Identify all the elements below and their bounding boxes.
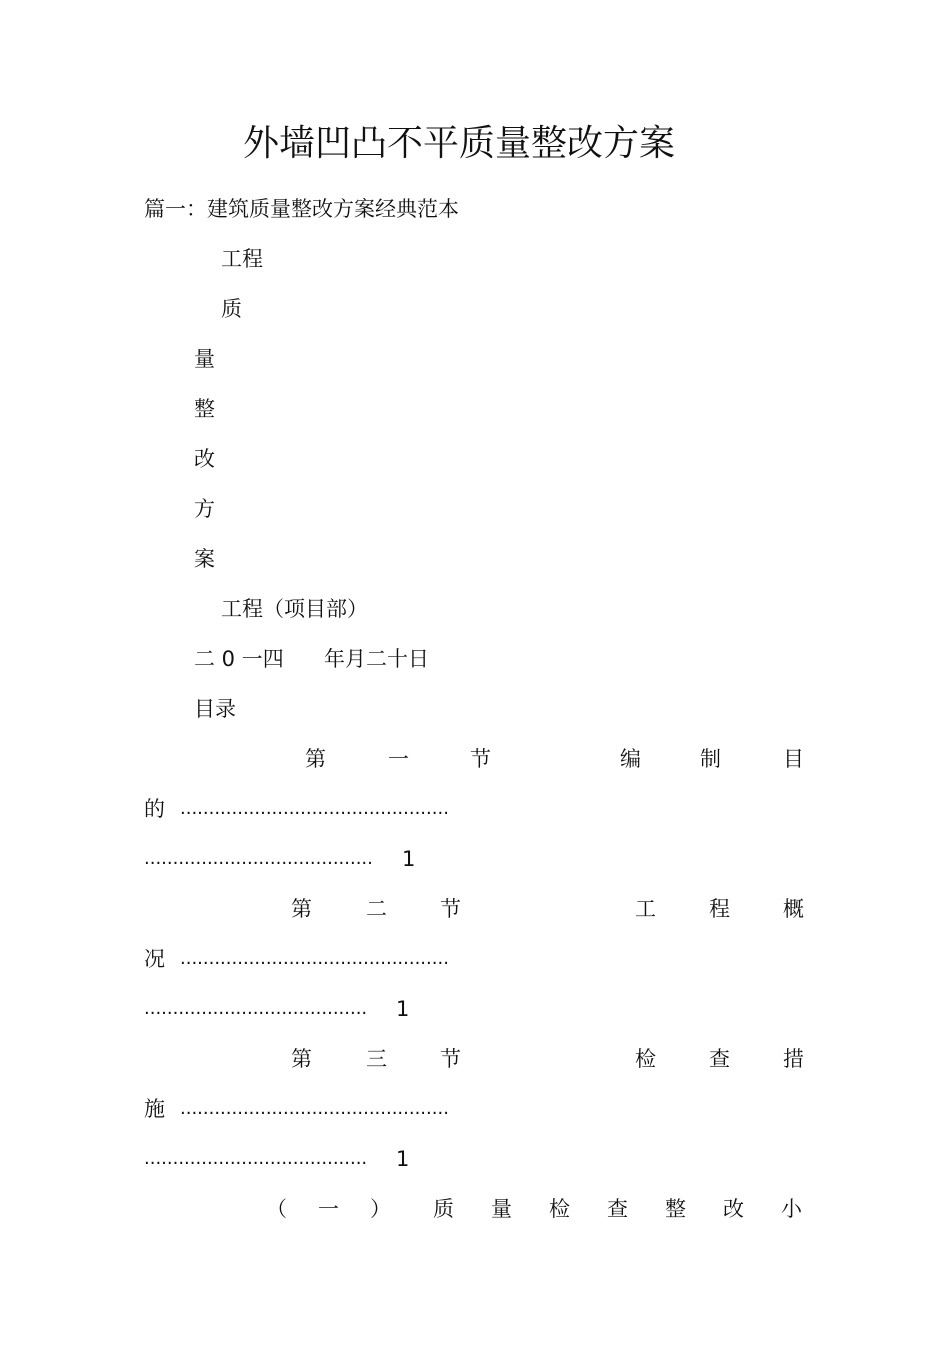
toc-char: 第 <box>291 1047 312 1071</box>
toc-char: 改 <box>723 1197 744 1221</box>
toc-char: 小 <box>781 1197 802 1221</box>
toc-char: 查 <box>607 1197 628 1221</box>
cover-line-2: 质 <box>221 297 242 321</box>
toc-leader: ........................................ <box>144 848 373 869</box>
toc-char: 检 <box>549 1197 570 1221</box>
toc-char: 第 <box>305 747 326 771</box>
toc-char: 节 <box>440 897 461 921</box>
toc-char: 概 <box>783 897 804 921</box>
toc-leader: ....................................... <box>144 998 368 1019</box>
toc-char: 编 <box>620 747 641 771</box>
cover-dept: 工程（项目部） <box>221 597 368 621</box>
toc-heading: 目录 <box>194 697 236 721</box>
toc-page-number: 1 <box>402 847 416 871</box>
toc-char: 检 <box>635 1047 656 1071</box>
toc-char: 目 <box>783 747 804 771</box>
toc-char: 节 <box>470 747 491 771</box>
cover-date-year: 二 0 一四 <box>194 647 284 671</box>
subtitle: 篇一：建筑质量整改方案经典范本 <box>144 197 459 221</box>
toc-char: 施 <box>144 1097 165 1121</box>
toc-char: 制 <box>700 747 721 771</box>
cover-line-6: 方 <box>194 497 215 521</box>
toc-char: 的 <box>144 797 165 821</box>
cover-line-4: 整 <box>194 397 215 421</box>
toc-leader: ....................................... <box>144 1148 368 1169</box>
toc-char: 第 <box>291 897 312 921</box>
toc-char: 整 <box>665 1197 686 1221</box>
toc-char: 一 <box>318 1197 339 1221</box>
toc-char: 查 <box>709 1047 730 1071</box>
toc-char: 一 <box>388 747 409 771</box>
cover-line-1: 工程 <box>221 247 263 271</box>
toc-char: 量 <box>491 1197 512 1221</box>
toc-char: 工 <box>635 897 656 921</box>
toc-leader: ............................................... <box>180 798 449 819</box>
cover-line-3: 量 <box>194 347 215 371</box>
toc-char: 质 <box>433 1197 454 1221</box>
toc-char: 二 <box>366 897 387 921</box>
toc-char: 况 <box>144 947 165 971</box>
toc-char: 节 <box>440 1047 461 1071</box>
toc-page-number: 1 <box>396 997 410 1021</box>
toc-page-number: 1 <box>396 1147 410 1171</box>
toc-char: ） <box>370 1197 391 1221</box>
toc-char: 三 <box>366 1047 387 1071</box>
toc-char: 措 <box>783 1047 804 1071</box>
toc-char: 程 <box>709 897 730 921</box>
toc-leader: ............................................... <box>180 1098 449 1119</box>
cover-line-7: 案 <box>194 547 215 571</box>
document-title: 外墙凹凸不平质量整改方案 <box>242 123 675 164</box>
cover-line-5: 改 <box>194 447 215 471</box>
toc-char: （ <box>266 1197 287 1221</box>
cover-date-day: 年月二十日 <box>324 647 429 671</box>
toc-leader: ............................................... <box>180 948 449 969</box>
